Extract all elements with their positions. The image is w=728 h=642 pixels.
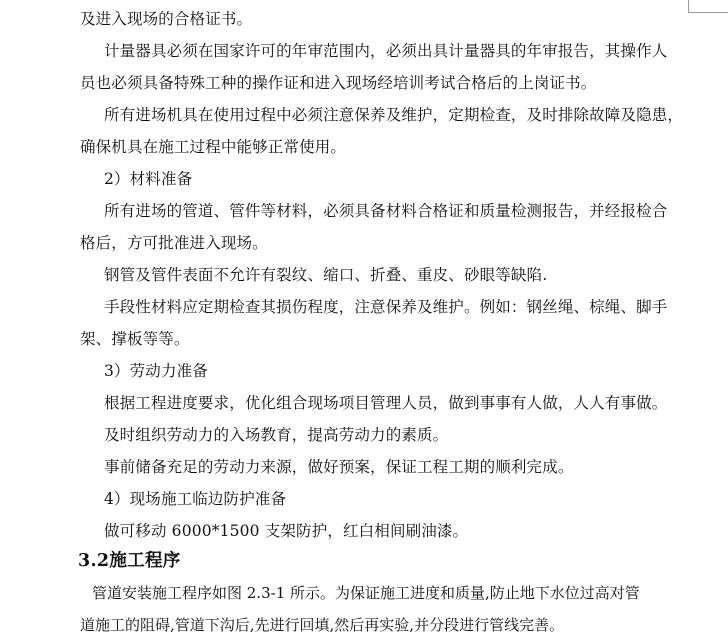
text-line: 根据工程进度要求，优化组合现场项目管理人员，做到事事有人做，人人有事做。 [104, 394, 668, 412]
text-line: 事前储备充足的劳动力来源，做好预案，保证工程工期的顺利完成。 [104, 458, 574, 476]
text-line: 手段性材料应定期检查其损伤程度，注意保养及维护。例如：钢丝绳、棕绳、脚手 [104, 298, 668, 316]
text-line: 及进入现场的合格证书。 [80, 10, 253, 28]
text-line: 架、撑板等等。 [80, 330, 190, 348]
margin-crop-mark [688, 12, 728, 13]
text-line: 所有进场机具在使用过程中必须注意保养及维护，定期检查，及时排除故障及隐患， [104, 106, 684, 124]
text-line: 格后，方可批准进入现场。 [80, 234, 268, 252]
text-line: 及时组织劳动力的入场教育，提高劳动力的素质。 [104, 426, 449, 444]
text-line: 道施工的阻碍,管道下沟后,先进行回填,然后再实验,并分段进行管线完善。 [80, 616, 565, 634]
margin-crop-mark [688, 0, 689, 12]
text-line: 钢管及管件表面不允许有裂纹、缩口、折叠、重皮、砂眼等缺陷. [104, 266, 548, 284]
text-line: 确保机具在施工过程中能够正常使用。 [80, 138, 347, 156]
text-line: 所有进场的管道、管件等材料，必须具备材料合格证和质量检测报告，并经报检合 [104, 202, 668, 220]
subsection-title: 3）劳动力准备 [104, 362, 208, 380]
subsection-title: 4）现场施工临边防护准备 [104, 490, 287, 508]
text-line: 计量器具必须在国家许可的年审范围内，必须出具计量器具的年审报告，其操作人 [104, 42, 668, 60]
text-line: 管道安装施工程序如图 2.3-1 所示。为保证施工进度和质量,防止地下水位过高对管 [92, 584, 640, 602]
text-line: 员也必须具备特殊工种的操作证和进入现场经培训考试合格后的上岗证书。 [80, 74, 597, 92]
section-heading: 3.2施工程序 [78, 551, 181, 571]
subsection-title: 2）材料准备 [104, 170, 193, 188]
text-line: 做可移动 6000*1500 支架防护，红白相间刷油漆。 [104, 522, 469, 540]
